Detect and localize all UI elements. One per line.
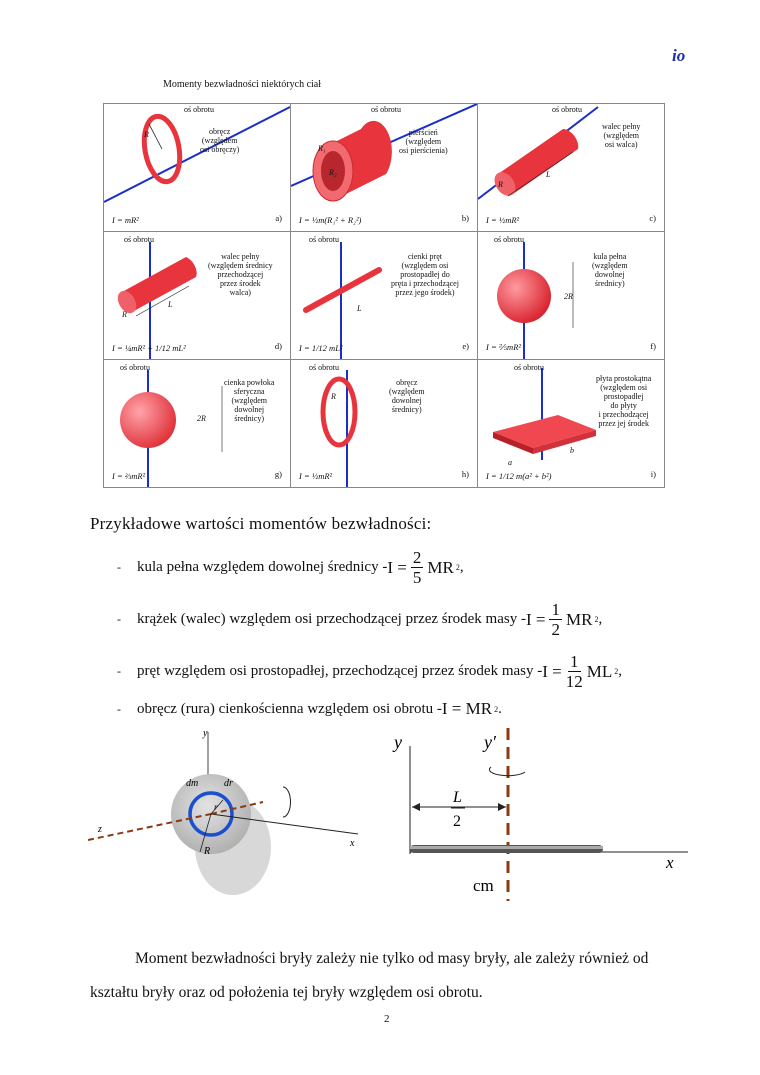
axis-label: oś obrotu	[514, 363, 544, 372]
rod-label: y′	[484, 732, 496, 752]
desc-line: dowolnej	[234, 405, 265, 414]
cell-letter: i)	[650, 469, 656, 479]
bullet-text: pręt względem osi prostopadłej, przechodzącej przez środek masy -	[137, 663, 543, 679]
desc-line: obręcz	[396, 378, 418, 387]
dim-label: L	[357, 304, 362, 313]
desc-line: prostopadłej do	[400, 270, 450, 279]
formula: I = ⅖mR²	[486, 342, 521, 352]
formula-rhs: MR	[565, 609, 593, 629]
cell-letter: f)	[650, 341, 656, 351]
formula-lhs: I =	[542, 661, 562, 681]
axis-label: oś obrotu	[184, 105, 214, 114]
cell-letter: g)	[274, 469, 282, 479]
cell-g	[104, 360, 290, 487]
page-number: 2	[384, 1013, 390, 1025]
corner-mark: io	[672, 46, 686, 65]
fraction-numerator: 1	[570, 652, 579, 671]
formula: I = 1/12 mL²	[299, 343, 343, 353]
desc-line: (względem osi	[600, 383, 648, 392]
desc-line: średnicy)	[234, 414, 265, 423]
paragraph-line: kształtu bryły oraz od położenia tej bryły względem osi obrotu.	[90, 984, 483, 1001]
section-heading: Przykładowe wartości momentów bezwładności:	[90, 514, 432, 533]
formula: I = mR²	[112, 215, 139, 225]
cell-f	[478, 232, 664, 359]
dim-label: R	[331, 392, 336, 401]
desc-line: i przechodzącej	[598, 410, 649, 419]
fraction-denominator: 5	[412, 568, 422, 587]
dim-label: R₁	[318, 144, 326, 153]
bullet-text: kula pełna względem dowolnej średnicy -	[137, 559, 388, 575]
fraction-denominator: 12	[565, 672, 583, 691]
disk-label: dr	[224, 778, 233, 789]
bullet-item: - kula pełna względem dowolnej średnicy - I = $\frac{2}{5}$ MR 2 ,	[117, 548, 464, 587]
rod-label: cm	[473, 876, 494, 895]
axis-label: oś obrotu	[552, 105, 582, 114]
dim-label: R₂	[329, 168, 337, 177]
desc-line: przechodzącej	[217, 270, 264, 279]
dim-label: R	[122, 310, 127, 319]
moments-figure-grid	[103, 103, 665, 488]
cell-a	[104, 104, 290, 231]
bullet-item: - pręt względem osi prostopadłej, przechodzącej przez środek masy - I = $\frac{1}{12}$ ML 2 ,	[117, 652, 622, 691]
axis-label: oś obrotu	[309, 363, 339, 372]
axis-label: oś obrotu	[494, 235, 524, 244]
desc-line: dowolnej	[594, 270, 625, 279]
formula-rhs: MR	[427, 557, 454, 577]
desc-line: osi walca)	[604, 140, 638, 149]
cell-b	[291, 104, 477, 231]
rod-label: L	[453, 789, 462, 806]
desc-line: do płyty	[610, 401, 637, 410]
desc-line: (względem średnicy	[208, 261, 273, 270]
dim-label: b	[570, 446, 574, 455]
disk-label: dm	[186, 778, 199, 789]
desc-line: (względem	[201, 136, 238, 145]
formula: I = ⅔mR²	[112, 471, 146, 481]
dim-label: 2R	[197, 414, 206, 423]
desc-line: (względem	[389, 387, 425, 396]
rod-label: x	[666, 853, 674, 872]
formula: I = ½mR²	[299, 471, 333, 481]
desc-line: średnicy)	[391, 405, 422, 414]
cell-e	[291, 232, 477, 359]
paragraph-line: Moment bezwładności bryły zależy nie tylko od masy bryły, ale zależy również od	[135, 950, 649, 967]
formula: I = ¼mR² + 1/12 mL²	[112, 343, 186, 353]
rod-label: 2	[453, 813, 461, 830]
rod-label: y	[394, 732, 402, 752]
cell-c	[478, 104, 664, 231]
axis-label: oś obrotu	[120, 363, 150, 372]
bullet-text: obręcz (rura) cienkościenna względem osi obrotu -	[137, 700, 442, 717]
desc-line: dowolnej	[391, 396, 422, 405]
formula-lhs: I = MR	[441, 699, 493, 718]
rod-diagram	[388, 726, 708, 906]
desc-line: walec pełny	[602, 122, 641, 131]
cell-h	[291, 360, 477, 487]
disk-label: R	[204, 846, 211, 857]
desc-line: średnicy)	[594, 279, 625, 288]
punctuation: ,	[459, 559, 464, 575]
desc-line: (względem	[405, 137, 442, 146]
desc-line: cienki pręt	[407, 252, 442, 261]
disk-diagram	[88, 722, 378, 902]
bullet-item: - krążek (walec) względem osi przechodzącej przez środek masy - I = $\frac{1}{2}$ MR 2 ,	[117, 600, 603, 639]
axis-label: oś obrotu	[371, 105, 401, 114]
disk-label: y	[203, 728, 208, 739]
fraction-numerator: 2	[412, 548, 422, 567]
desc-line: pierścień	[408, 128, 438, 137]
desc-line: (względem	[592, 261, 628, 270]
desc-line: kula pełna	[593, 252, 627, 261]
cell-letter: e)	[462, 341, 469, 351]
disk-label: x	[350, 838, 355, 849]
dim-label: a	[508, 458, 512, 467]
punctuation: .	[498, 700, 502, 717]
dim-label: L	[168, 300, 173, 309]
desc-line: płyta prostokątna	[596, 374, 652, 383]
figure-title: Momenty bezwładności niektórych ciał	[163, 79, 322, 90]
fraction-denominator: 2	[551, 620, 560, 639]
desc-line: pręta i przechodzącej	[391, 279, 459, 288]
desc-line: przez środek	[219, 279, 261, 288]
desc-line: walca)	[229, 288, 251, 297]
axis-label: oś obrotu	[124, 235, 154, 244]
axis-label: oś obrotu	[309, 235, 339, 244]
desc-line: obręcz	[209, 127, 231, 136]
disk-label: z	[98, 824, 102, 835]
desc-line: walec pełny	[221, 252, 260, 261]
cell-letter: d)	[274, 341, 282, 351]
desc-line: przez jego środek)	[395, 288, 455, 297]
desc-line: sferyczna	[233, 387, 265, 396]
dim-label: L	[546, 170, 551, 179]
formula: I = ½m(R₁² + R₂²)	[299, 215, 362, 225]
disk-label: r	[214, 802, 218, 812]
punctuation: ,	[618, 663, 622, 679]
desc-line: osi obręczy)	[200, 145, 240, 154]
cell-letter: a)	[275, 213, 282, 223]
cell-d	[104, 232, 290, 359]
bullet-item: - obręcz (rura) cienkościenna względem osi obrotu - I = MR 2 .	[117, 699, 502, 718]
formula: I = ½mR²	[486, 215, 520, 225]
formula-lhs: I =	[525, 609, 546, 629]
desc-line: cienka powłoka	[224, 378, 275, 387]
desc-line: (względem osi	[401, 261, 449, 270]
bullet-text: krążek (walec) względem osi przechodzącej przez środek masy -	[137, 611, 526, 627]
formula: I = 1/12 m(a² + b²)	[486, 471, 552, 481]
dim-label: R	[498, 180, 503, 189]
desc-line: (względem	[603, 131, 639, 140]
desc-line: (względem	[231, 396, 267, 405]
dim-label: R	[144, 130, 149, 139]
formula-rhs: ML	[586, 661, 613, 681]
desc-line: przez jej środek	[598, 419, 649, 428]
dim-label: 2R	[564, 292, 573, 301]
cell-letter: c)	[649, 213, 656, 223]
punctuation: ,	[598, 611, 603, 627]
formula-lhs: I =	[387, 557, 407, 577]
desc-line: prostopadłej	[603, 392, 644, 401]
desc-line: osi pierścienia)	[399, 146, 448, 155]
cell-letter: h)	[461, 469, 469, 479]
fraction-numerator: 1	[551, 600, 560, 619]
cell-i	[478, 360, 664, 487]
cell-letter: b)	[461, 213, 469, 223]
